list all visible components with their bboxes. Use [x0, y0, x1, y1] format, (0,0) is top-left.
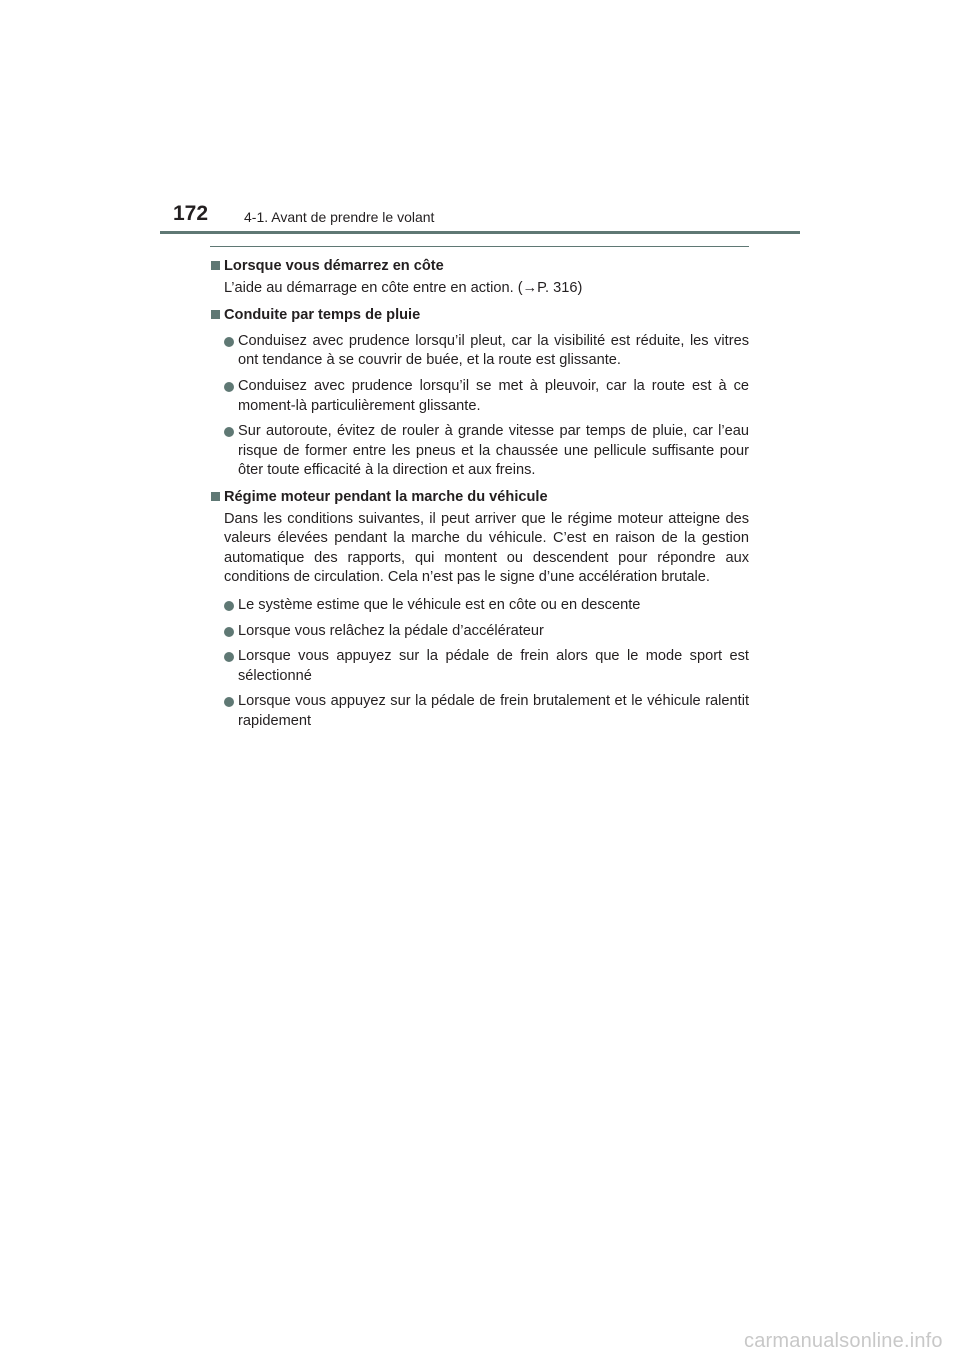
content-rule [210, 246, 749, 247]
square-bullet-icon [211, 492, 220, 501]
circle-bullet-icon [224, 382, 234, 392]
circle-bullet-icon [224, 337, 234, 347]
heading-text: Conduite par temps de pluie [224, 307, 421, 324]
engine-bullet-item [210, 622, 749, 642]
bullet-text: Conduisez avec prudence lorsqu’il se met à pleuvoir, car la route est à ce moment-là particulièrement glissante. [238, 377, 749, 414]
square-bullet-icon [211, 310, 220, 319]
header-rule [160, 231, 800, 234]
engine-bullet-item [210, 647, 749, 686]
heading-engine-speed [210, 488, 749, 508]
bullet-text: Sur autoroute, évitez de rouler à grande vitesse par temps de pluie, car l’eau risque de former entre les pneus et la chaussée une pellicule suffisante pour ôter toute efficacité à la direction et aux freins. [238, 423, 749, 479]
engine-speed-paragraph: Dans les conditions suivantes, il peut arriver que le régime moteur atteigne des valeurs élevées pendant la marche du véhicule. C’est en raison de la gestion automatique des rapports, qui montent ou descendent pour répondre aux conditions de circulation. Cela n’est pas le signe d’une accélération brutale. [224, 510, 749, 586]
bullet-text: Lorsque vous relâchez la pédale d’accélérateur [238, 622, 544, 639]
circle-bullet-icon [224, 652, 234, 662]
circle-bullet-icon [224, 697, 234, 707]
watermark: carmanualsonline.info [744, 1330, 943, 1352]
heading-text: Régime moteur pendant la marche du véhicule [224, 488, 548, 505]
bullet-text: Lorsque vous appuyez sur la pédale de frein alors que le mode sport est sélectionné [238, 648, 749, 684]
heading-text: Lorsque vous démarrez en côte [224, 258, 444, 274]
page-number: 172 [173, 202, 209, 225]
square-bullet-icon [211, 261, 220, 270]
circle-bullet-icon [224, 627, 234, 637]
rain-bullet-item [210, 332, 749, 371]
bullet-text: Lorsque vous appuyez sur la pédale de frein brutalement et le véhicule ralentit rapidement [238, 693, 749, 729]
rain-bullet-item [210, 422, 749, 481]
engine-bullet-item [210, 692, 749, 731]
bullet-text: Le système estime que le véhicule est en côte ou en descente [238, 596, 641, 613]
heading-hill-start [210, 257, 749, 277]
page-content [210, 256, 749, 731]
bullet-text: Conduisez avec prudence lorsqu’il pleut, car la visibilité est réduite, les vitres ont tendance à se couvrir de buée, et la route est glissante. [238, 332, 749, 369]
rain-bullet-item [210, 377, 749, 416]
section-header: 4-1. Avant de prendre le volant [244, 209, 435, 225]
engine-bullet-item [210, 596, 749, 616]
heading-rain [210, 306, 749, 326]
hill-start-paragraph: L’aide au démarrage en côte entre en action. (→P. 316) [224, 279, 583, 296]
circle-bullet-icon [224, 427, 234, 437]
circle-bullet-icon [224, 601, 234, 611]
